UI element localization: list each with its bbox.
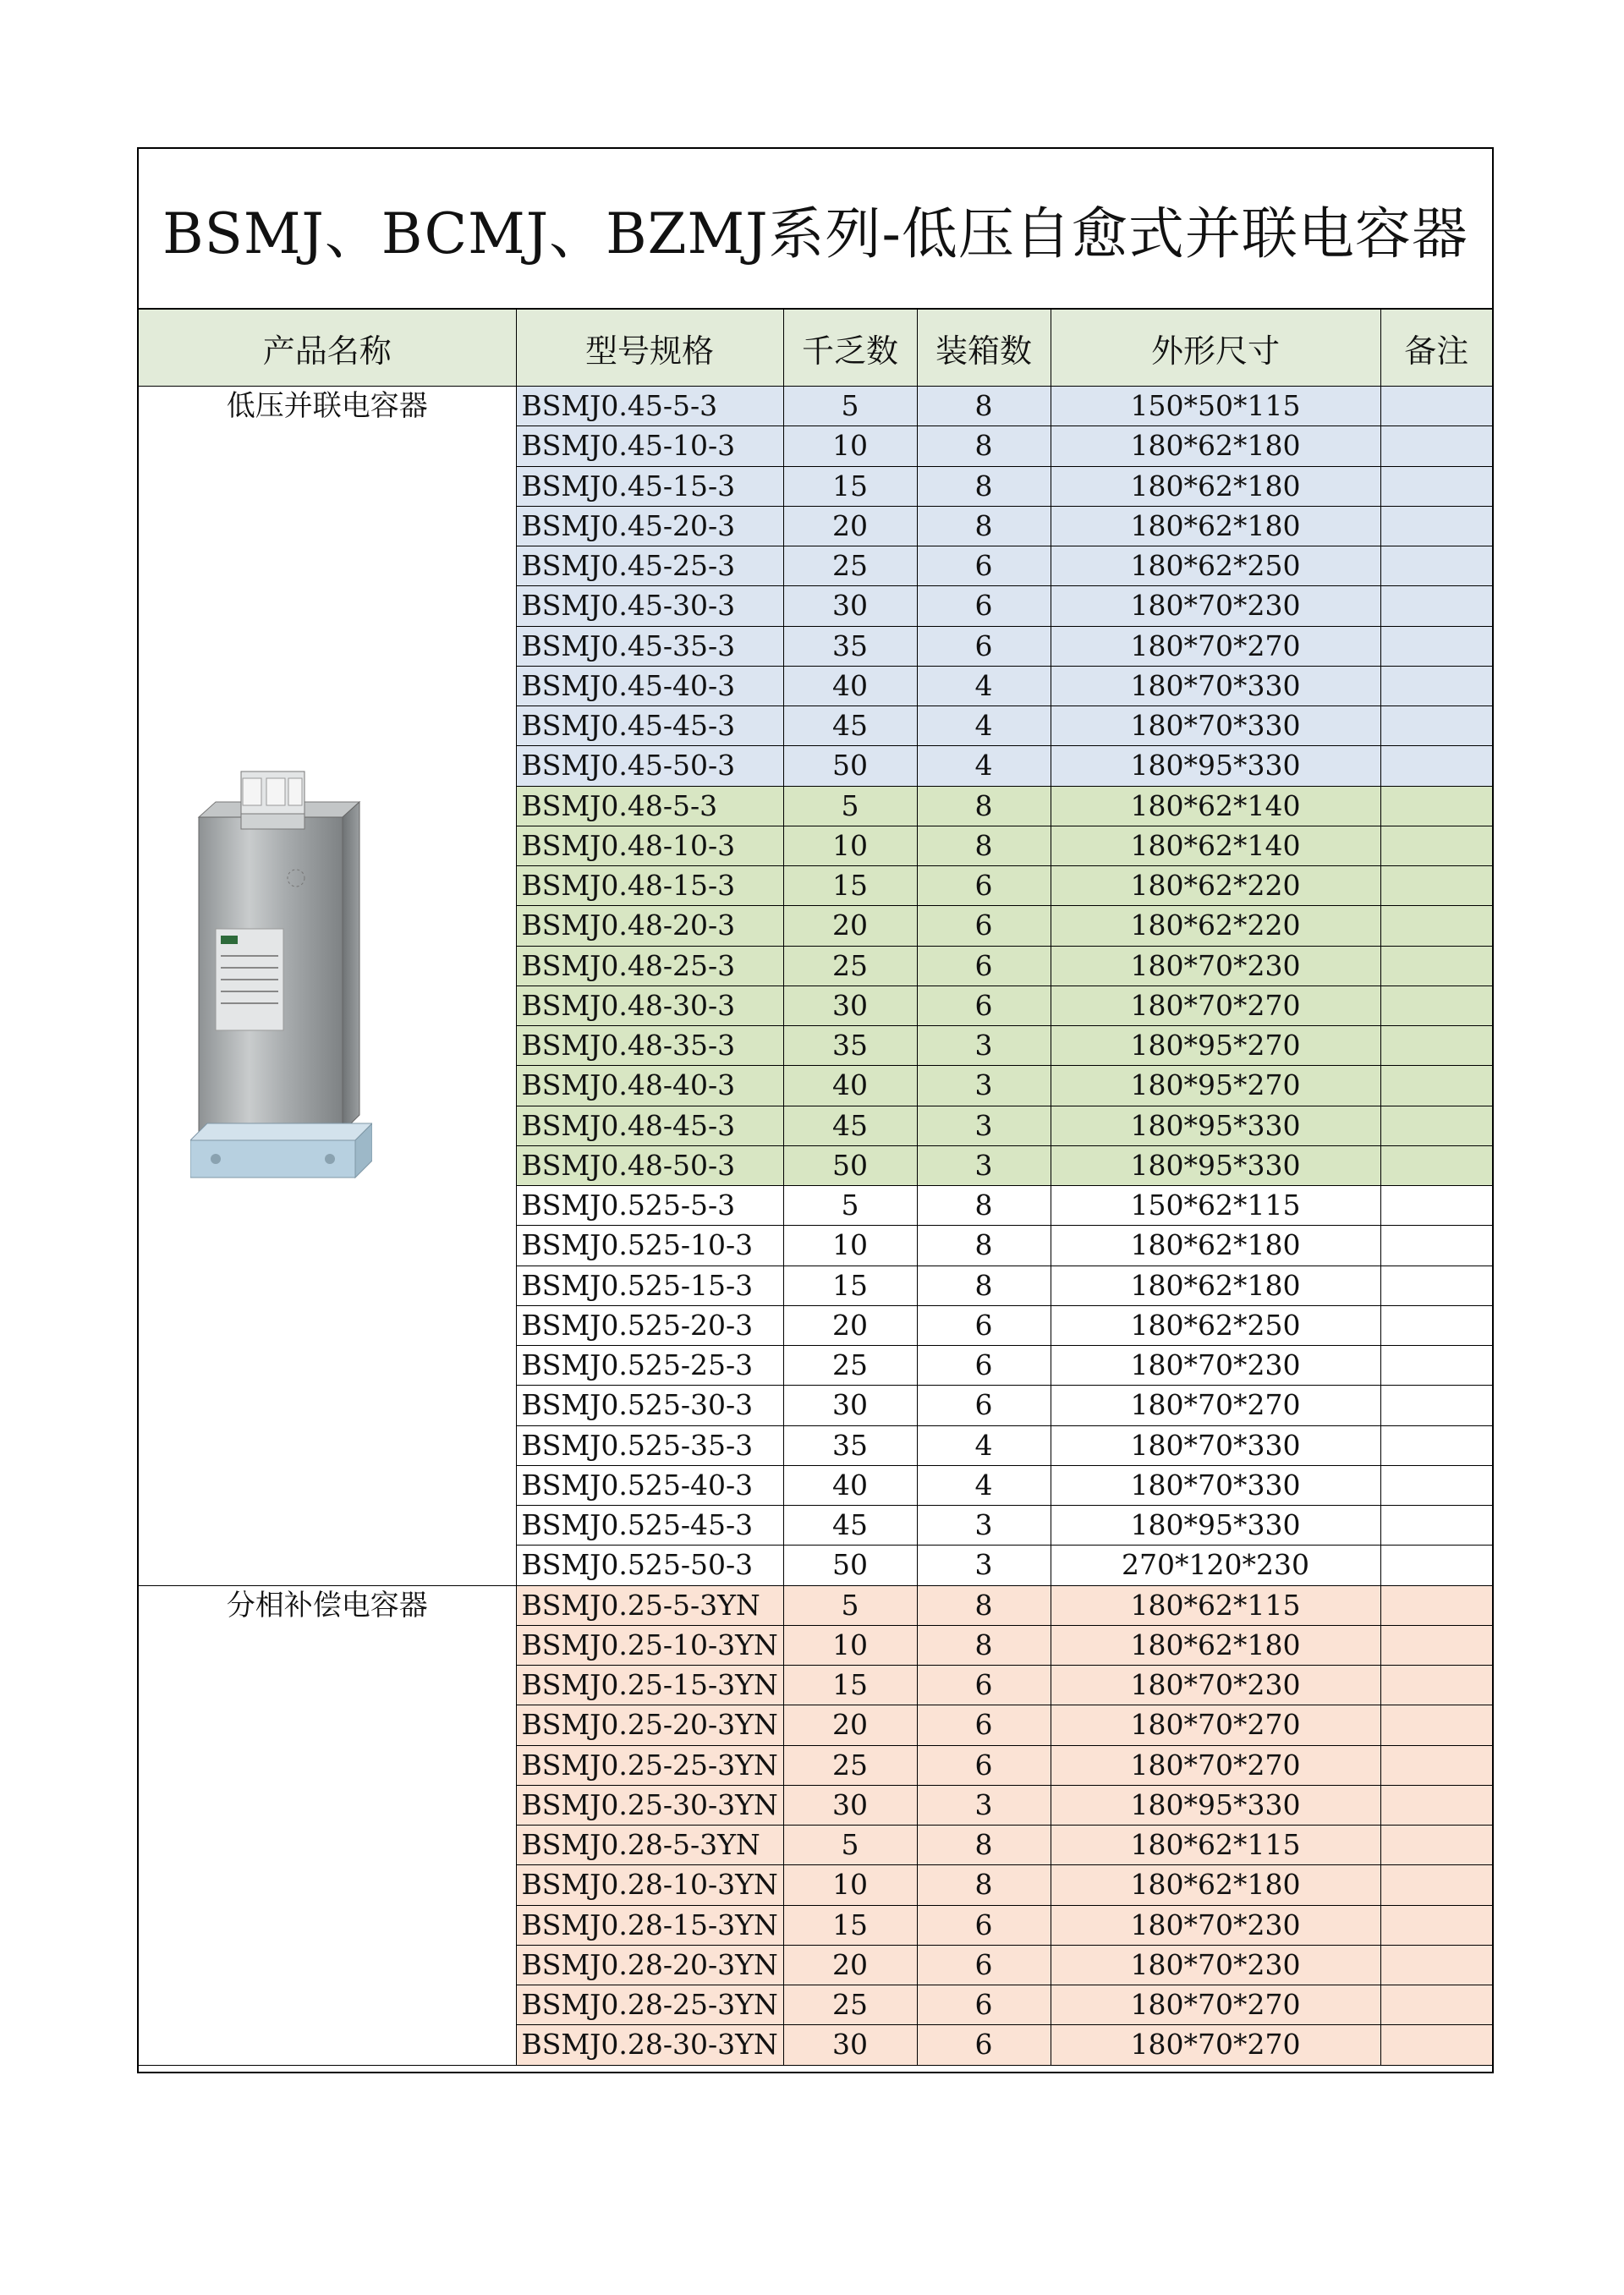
dimensions-cell: 180*70*330 (1051, 666, 1380, 706)
remarks-cell (1380, 1945, 1492, 1985)
model-cell: BSMJ0.525-15-3 (516, 1266, 783, 1305)
dimensions-cell: 180*70*230 (1051, 1905, 1380, 1945)
dimensions-cell: 180*70*230 (1051, 1346, 1380, 1386)
dimensions-cell: 150*62*115 (1051, 1186, 1380, 1226)
kvar-cell: 20 (783, 906, 917, 946)
model-cell: BSMJ0.525-20-3 (516, 1305, 783, 1345)
remarks-cell (1380, 706, 1492, 746)
pack-qty-cell: 8 (917, 1186, 1051, 1226)
model-cell: BSMJ0.525-45-3 (516, 1506, 783, 1546)
dimensions-cell: 180*62*180 (1051, 466, 1380, 506)
model-cell: BSMJ0.48-25-3 (516, 946, 783, 986)
remarks-cell (1380, 626, 1492, 666)
model-cell: BSMJ0.525-10-3 (516, 1226, 783, 1266)
model-cell: BSMJ0.525-50-3 (516, 1546, 783, 1585)
model-cell: BSMJ0.45-30-3 (516, 586, 783, 626)
pack-qty-cell: 8 (917, 1826, 1051, 1865)
pack-qty-cell: 8 (917, 1625, 1051, 1665)
dimensions-cell: 180*62*180 (1051, 506, 1380, 546)
model-cell: BSMJ0.45-5-3 (516, 387, 783, 426)
kvar-cell: 35 (783, 1425, 917, 1465)
pack-qty-cell: 6 (917, 1945, 1051, 1985)
kvar-cell: 15 (783, 1266, 917, 1305)
pack-qty-cell: 6 (917, 546, 1051, 586)
kvar-cell: 30 (783, 1386, 917, 1425)
remarks-cell (1380, 466, 1492, 506)
kvar-cell: 25 (783, 546, 917, 586)
remarks-cell (1380, 746, 1492, 786)
kvar-cell: 5 (783, 1186, 917, 1226)
dimensions-cell: 180*70*330 (1051, 706, 1380, 746)
remarks-cell (1380, 426, 1492, 466)
pack-qty-cell: 6 (917, 1905, 1051, 1945)
dimensions-cell: 180*62*115 (1051, 1585, 1380, 1625)
pack-qty-cell: 4 (917, 706, 1051, 746)
pack-qty-cell: 8 (917, 1226, 1051, 1266)
pack-qty-cell: 6 (917, 906, 1051, 946)
pack-qty-cell: 6 (917, 1705, 1051, 1745)
remarks-cell (1380, 1785, 1492, 1825)
pack-qty-cell: 6 (917, 1985, 1051, 2025)
remarks-cell (1380, 986, 1492, 1025)
remarks-cell (1380, 866, 1492, 906)
model-cell: BSMJ0.48-15-3 (516, 866, 783, 906)
header-kvar: 千乏数 (783, 310, 917, 387)
dimensions-cell: 180*70*230 (1051, 1666, 1380, 1705)
pack-qty-cell: 8 (917, 387, 1051, 426)
remarks-cell (1380, 906, 1492, 946)
remarks-cell (1380, 1186, 1492, 1226)
header-remarks: 备注 (1380, 310, 1492, 387)
pack-qty-cell: 3 (917, 1546, 1051, 1585)
remarks-cell (1380, 1346, 1492, 1386)
kvar-cell: 30 (783, 2025, 917, 2065)
kvar-cell: 30 (783, 586, 917, 626)
kvar-cell: 35 (783, 626, 917, 666)
pack-qty-cell: 3 (917, 1145, 1051, 1185)
kvar-cell: 45 (783, 1106, 917, 1145)
model-cell: BSMJ0.25-20-3YN (516, 1705, 783, 1745)
pack-qty-cell: 8 (917, 1266, 1051, 1305)
remarks-cell (1380, 1546, 1492, 1585)
dimensions-cell: 180*70*330 (1051, 1465, 1380, 1505)
remarks-cell (1380, 1386, 1492, 1425)
header-product-name: 产品名称 (139, 310, 516, 387)
model-cell: BSMJ0.25-30-3YN (516, 1785, 783, 1825)
dimensions-cell: 180*95*330 (1051, 746, 1380, 786)
dimensions-cell: 180*95*330 (1051, 1506, 1380, 1546)
table-row (139, 387, 1492, 426)
remarks-cell (1380, 586, 1492, 626)
dimensions-cell: 180*62*140 (1051, 826, 1380, 865)
model-cell: BSMJ0.48-35-3 (516, 1026, 783, 1066)
model-cell: BSMJ0.28-10-3YN (516, 1865, 783, 1905)
remarks-cell (1380, 1985, 1492, 2025)
model-cell: BSMJ0.45-45-3 (516, 706, 783, 746)
product-name: 分相补偿电容器 (226, 1588, 428, 1622)
model-cell: BSMJ0.525-40-3 (516, 1465, 783, 1505)
dimensions-cell: 180*95*270 (1051, 1026, 1380, 1066)
remarks-cell (1380, 1826, 1492, 1865)
remarks-cell (1380, 1745, 1492, 1785)
pack-qty-cell: 3 (917, 1785, 1051, 1825)
dimensions-cell: 180*62*180 (1051, 1865, 1380, 1905)
kvar-cell: 30 (783, 1785, 917, 1825)
kvar-cell: 35 (783, 1026, 917, 1066)
kvar-cell: 15 (783, 1905, 917, 1945)
dimensions-cell: 180*70*270 (1051, 1386, 1380, 1425)
remarks-cell (1380, 1506, 1492, 1546)
pack-qty-cell: 6 (917, 1386, 1051, 1425)
kvar-cell: 15 (783, 1666, 917, 1705)
model-cell: BSMJ0.48-30-3 (516, 986, 783, 1025)
remarks-cell (1380, 1026, 1492, 1066)
kvar-cell: 40 (783, 666, 917, 706)
table-row (139, 1585, 1492, 1625)
kvar-cell: 10 (783, 1625, 917, 1665)
dimensions-cell: 180*70*270 (1051, 626, 1380, 666)
kvar-cell: 50 (783, 746, 917, 786)
capacitor-photo (190, 768, 372, 1183)
kvar-cell: 45 (783, 1506, 917, 1546)
model-cell: BSMJ0.525-5-3 (516, 1186, 783, 1226)
dimensions-cell: 180*70*270 (1051, 1985, 1380, 2025)
dimensions-cell: 180*95*330 (1051, 1785, 1380, 1825)
model-cell: BSMJ0.28-30-3YN (516, 2025, 783, 2065)
pack-qty-cell: 6 (917, 1666, 1051, 1705)
remarks-cell (1380, 666, 1492, 706)
pack-qty-cell: 4 (917, 1465, 1051, 1505)
model-cell: BSMJ0.525-30-3 (516, 1386, 783, 1425)
kvar-cell: 20 (783, 1705, 917, 1745)
dimensions-cell: 180*95*270 (1051, 1066, 1380, 1106)
pack-qty-cell: 6 (917, 1346, 1051, 1386)
kvar-cell: 20 (783, 506, 917, 546)
kvar-cell: 10 (783, 426, 917, 466)
dimensions-cell: 180*70*330 (1051, 1425, 1380, 1465)
model-cell: BSMJ0.45-10-3 (516, 426, 783, 466)
remarks-cell (1380, 1666, 1492, 1705)
model-cell: BSMJ0.48-40-3 (516, 1066, 783, 1106)
pack-qty-cell: 6 (917, 1745, 1051, 1785)
remarks-cell (1380, 1305, 1492, 1345)
kvar-cell: 25 (783, 946, 917, 986)
model-cell: BSMJ0.28-20-3YN (516, 1945, 783, 1985)
kvar-cell: 20 (783, 1305, 917, 1345)
model-cell: BSMJ0.48-10-3 (516, 826, 783, 865)
kvar-cell: 10 (783, 826, 917, 865)
dimensions-cell: 180*95*330 (1051, 1106, 1380, 1145)
pack-qty-cell: 8 (917, 506, 1051, 546)
model-cell: BSMJ0.28-15-3YN (516, 1905, 783, 1945)
remarks-cell (1380, 1865, 1492, 1905)
pack-qty-cell: 6 (917, 986, 1051, 1025)
model-cell: BSMJ0.48-45-3 (516, 1106, 783, 1145)
remarks-cell (1380, 1226, 1492, 1266)
kvar-cell: 50 (783, 1145, 917, 1185)
kvar-cell: 10 (783, 1226, 917, 1266)
model-cell: BSMJ0.25-5-3YN (516, 1585, 783, 1625)
model-cell: BSMJ0.25-10-3YN (516, 1625, 783, 1665)
model-cell: BSMJ0.25-25-3YN (516, 1745, 783, 1785)
kvar-cell: 15 (783, 466, 917, 506)
model-cell: BSMJ0.45-40-3 (516, 666, 783, 706)
dimensions-cell: 180*62*250 (1051, 546, 1380, 586)
pack-qty-cell: 8 (917, 786, 1051, 826)
pack-qty-cell: 4 (917, 666, 1051, 706)
spec-table (139, 310, 1492, 2066)
dimensions-cell: 180*62*220 (1051, 866, 1380, 906)
model-cell: BSMJ0.525-25-3 (516, 1346, 783, 1386)
remarks-cell (1380, 1066, 1492, 1106)
model-cell: BSMJ0.45-50-3 (516, 746, 783, 786)
header-model: 型号规格 (516, 310, 783, 387)
dimensions-cell: 180*62*180 (1051, 1625, 1380, 1665)
remarks-cell (1380, 1425, 1492, 1465)
dimensions-cell: 180*70*230 (1051, 586, 1380, 626)
remarks-cell (1380, 786, 1492, 826)
kvar-cell: 50 (783, 1546, 917, 1585)
remarks-cell (1380, 546, 1492, 586)
dimensions-cell: 180*70*230 (1051, 946, 1380, 986)
remarks-cell (1380, 1585, 1492, 1625)
dimensions-cell: 180*62*180 (1051, 1226, 1380, 1266)
kvar-cell: 5 (783, 1585, 917, 1625)
dimensions-cell: 180*62*140 (1051, 786, 1380, 826)
pack-qty-cell: 4 (917, 1425, 1051, 1465)
kvar-cell: 40 (783, 1066, 917, 1106)
dimensions-cell: 180*70*270 (1051, 1705, 1380, 1745)
kvar-cell: 20 (783, 1945, 917, 1985)
pack-qty-cell: 3 (917, 1106, 1051, 1145)
kvar-cell: 40 (783, 1465, 917, 1505)
kvar-cell: 25 (783, 1745, 917, 1785)
remarks-cell (1380, 2025, 1492, 2065)
remarks-cell (1380, 1905, 1492, 1945)
remarks-cell (1380, 946, 1492, 986)
kvar-cell: 5 (783, 1826, 917, 1865)
model-cell: BSMJ0.45-35-3 (516, 626, 783, 666)
pack-qty-cell: 3 (917, 1026, 1051, 1066)
model-cell: BSMJ0.525-35-3 (516, 1425, 783, 1465)
header-dimensions: 外形尺寸 (1051, 310, 1380, 387)
model-cell: BSMJ0.48-20-3 (516, 906, 783, 946)
pack-qty-cell: 6 (917, 946, 1051, 986)
model-cell: BSMJ0.45-25-3 (516, 546, 783, 586)
header-pack-qty: 装箱数 (917, 310, 1051, 387)
model-cell: BSMJ0.45-15-3 (516, 466, 783, 506)
model-cell: BSMJ0.28-5-3YN (516, 1826, 783, 1865)
model-cell: BSMJ0.48-5-3 (516, 786, 783, 826)
remarks-cell (1380, 1106, 1492, 1145)
page-title: BSMJ、BCMJ、BZMJ系列-低压自愈式并联电容器 (139, 149, 1492, 310)
model-cell: BSMJ0.48-50-3 (516, 1145, 783, 1185)
pack-qty-cell: 4 (917, 746, 1051, 786)
dimensions-cell: 180*70*270 (1051, 1745, 1380, 1785)
pack-qty-cell: 6 (917, 626, 1051, 666)
remarks-cell (1380, 1266, 1492, 1305)
dimensions-cell: 180*95*330 (1051, 1145, 1380, 1185)
dimensions-cell: 150*50*115 (1051, 387, 1380, 426)
model-cell: BSMJ0.45-20-3 (516, 506, 783, 546)
model-cell: BSMJ0.25-15-3YN (516, 1666, 783, 1705)
pack-qty-cell: 8 (917, 466, 1051, 506)
remarks-cell (1380, 506, 1492, 546)
kvar-cell: 15 (783, 866, 917, 906)
dimensions-cell: 180*70*230 (1051, 1945, 1380, 1985)
kvar-cell: 30 (783, 986, 917, 1025)
pack-qty-cell: 6 (917, 866, 1051, 906)
remarks-cell (1380, 1465, 1492, 1505)
remarks-cell (1380, 826, 1492, 865)
model-cell: BSMJ0.28-25-3YN (516, 1985, 783, 2025)
pack-qty-cell: 8 (917, 1865, 1051, 1905)
dimensions-cell: 270*120*230 (1051, 1546, 1380, 1585)
dimensions-cell: 180*70*270 (1051, 986, 1380, 1025)
remarks-cell (1380, 1145, 1492, 1185)
pack-qty-cell: 3 (917, 1506, 1051, 1546)
remarks-cell (1380, 1625, 1492, 1665)
dimensions-cell: 180*70*270 (1051, 2025, 1380, 2065)
table-body (139, 387, 1492, 2066)
kvar-cell: 25 (783, 1985, 917, 2025)
dimensions-cell: 180*62*220 (1051, 906, 1380, 946)
pack-qty-cell: 3 (917, 1066, 1051, 1106)
product-name: 低压并联电容器 (226, 389, 428, 423)
pack-qty-cell: 6 (917, 2025, 1051, 2065)
kvar-cell: 5 (783, 387, 917, 426)
dimensions-cell: 180*62*115 (1051, 1826, 1380, 1865)
kvar-cell: 25 (783, 1346, 917, 1386)
pack-qty-cell: 8 (917, 1585, 1051, 1625)
pack-qty-cell: 6 (917, 586, 1051, 626)
kvar-cell: 45 (783, 706, 917, 746)
pack-qty-cell: 8 (917, 826, 1051, 865)
kvar-cell: 10 (783, 1865, 917, 1905)
pack-qty-cell: 8 (917, 426, 1051, 466)
remarks-cell (1380, 387, 1492, 426)
dimensions-cell: 180*62*180 (1051, 1266, 1380, 1305)
product-name-cell (139, 1585, 516, 2065)
kvar-cell: 5 (783, 786, 917, 826)
dimensions-cell: 180*62*180 (1051, 426, 1380, 466)
dimensions-cell: 180*62*250 (1051, 1305, 1380, 1345)
remarks-cell (1380, 1705, 1492, 1745)
header-row (139, 310, 1492, 387)
pack-qty-cell: 6 (917, 1305, 1051, 1345)
